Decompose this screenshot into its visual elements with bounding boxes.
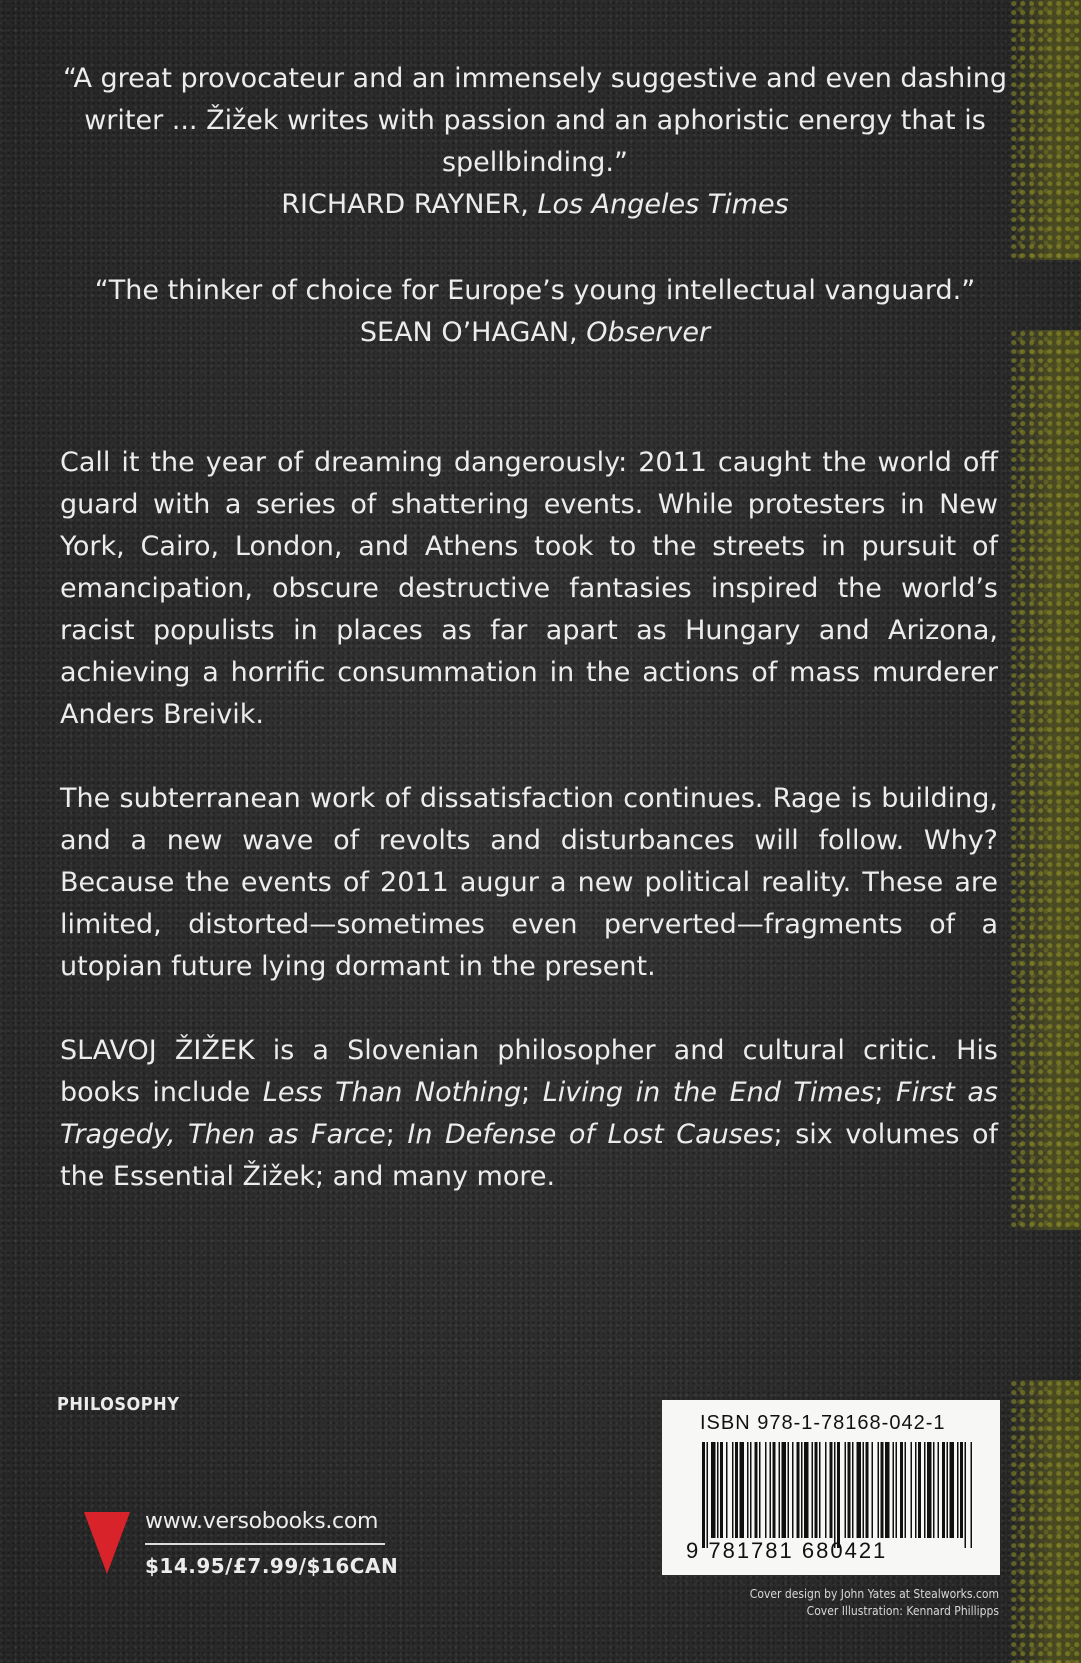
blurb-quote — [40, 58, 1030, 226]
author-bio — [60, 1030, 998, 1198]
barcode-bar — [905, 1442, 907, 1538]
bio-separator: ; — [874, 1077, 897, 1108]
barcode-bar — [938, 1442, 940, 1538]
barcode-bar — [885, 1442, 890, 1538]
barcode-bar — [792, 1442, 794, 1538]
barcode-bar — [819, 1442, 821, 1538]
barcode-bar — [773, 1442, 776, 1538]
barcode-bar — [815, 1442, 818, 1538]
barcode-bar — [950, 1442, 955, 1538]
bio-separator: ; — [521, 1077, 543, 1108]
bio-outro: ; six volumes of the Essential Žižek; and many more. — [60, 1119, 998, 1192]
book-title: First as Tragedy, Then as Farce — [60, 1077, 998, 1150]
barcode-icon — [702, 1442, 972, 1548]
barcode-bar — [759, 1442, 761, 1538]
barcode-bar — [750, 1442, 752, 1538]
barcode-bar — [707, 1442, 709, 1548]
barcode-bar — [965, 1442, 967, 1548]
genre-label: PHILOSOPHY — [57, 1394, 180, 1415]
barcode-bar — [893, 1442, 895, 1538]
book-title: Less Than Nothing — [262, 1077, 522, 1108]
blurb-attribution — [40, 184, 1030, 226]
barcode-bar — [779, 1442, 781, 1538]
barcode-bar — [881, 1442, 884, 1538]
cover-credits — [750, 1586, 999, 1620]
barcode-bar — [837, 1442, 840, 1548]
barcode-bar — [960, 1442, 963, 1538]
barcode-bar — [900, 1442, 903, 1538]
barcode-bar — [717, 1442, 719, 1538]
barcode-bar — [918, 1442, 921, 1538]
book-title: In Defense of Lost Causes — [407, 1119, 774, 1150]
barcode-bar — [720, 1442, 723, 1538]
barcode-bar — [812, 1442, 814, 1538]
blurb-author: SEAN O’HAGAN, — [359, 317, 587, 348]
barcode-bar — [797, 1442, 800, 1538]
barcode-bar — [957, 1442, 959, 1538]
divider — [145, 1543, 385, 1545]
barcode-bar — [927, 1442, 932, 1538]
barcode-bar — [866, 1442, 869, 1538]
barcode-bar — [747, 1442, 749, 1538]
barcode-bar — [857, 1442, 862, 1538]
barcode-bar — [732, 1442, 734, 1538]
isbn-label: ISBN 978-1-78168-042-1 — [700, 1412, 946, 1434]
barcode-bar — [782, 1442, 787, 1538]
blurb-quote — [40, 270, 1030, 354]
barcode-bar — [804, 1442, 809, 1538]
bio-intro: SLAVOJ ŽIŽEK is a Slovenian philosopher and cultural critic. His books include — [60, 1035, 998, 1108]
cover-design-credit: Cover design by John Yates at Stealworks.com — [749, 1587, 999, 1601]
blurb-source: Observer — [586, 317, 711, 348]
barcode-bar — [971, 1442, 973, 1548]
barcode-bar — [933, 1442, 935, 1538]
barcode-bar — [942, 1442, 945, 1538]
barcode-bar — [788, 1442, 790, 1538]
blurb-text: “A great provocateur and an immensely suggestive and even dashing writer ... Žižek writes with passion and an aphoristic energy that is spellbinding.” — [62, 63, 1008, 178]
barcode-bar — [924, 1442, 926, 1538]
blurb-author: RICHARD RAYNER, — [281, 189, 538, 220]
barcode-bar — [947, 1442, 949, 1538]
barcode-bar — [702, 1442, 705, 1548]
verso-logo-icon — [84, 1512, 130, 1578]
barcode-bar — [830, 1442, 833, 1538]
blurb-text: “The thinker of choice for Europe’s young intellectual vanguard.” — [94, 275, 976, 306]
cover-edge-texture — [1011, 330, 1081, 1230]
cover-illustration-credit: Cover Illustration: Kennard Phillipps — [806, 1604, 999, 1618]
barcode-bar — [896, 1442, 898, 1538]
barcode-bar — [915, 1442, 917, 1538]
barcode-bar — [834, 1442, 836, 1548]
barcode-bar — [825, 1442, 827, 1538]
barcode-bar — [801, 1442, 803, 1538]
cover-edge-texture — [1011, 1380, 1081, 1663]
barcode-digits: 9 781781 680421 — [686, 1538, 888, 1563]
blurb-source: Los Angeles Times — [537, 189, 789, 220]
barcode-bar — [852, 1442, 854, 1538]
barcode-bar — [845, 1442, 847, 1538]
barcode-bar — [911, 1442, 913, 1538]
blurb-attribution — [40, 312, 1030, 354]
barcode-bar — [740, 1442, 745, 1538]
description-paragraph: The subterranean work of dissatisfaction continues. Rage is building, and a new wave of revolts and disturbances will follow. Why? Because the events of 2011 augur a new political reality. These are limited, distorted—sometimes even perverted—fragments of a utopian future lying dormant in the present. — [60, 783, 998, 982]
price-label: $14.95/£7.99/$16CAN — [145, 1554, 399, 1578]
barcode-bar — [863, 1442, 865, 1538]
barcode-bar — [755, 1442, 758, 1538]
barcode-bar — [735, 1442, 738, 1538]
barcode-bar — [878, 1442, 880, 1538]
barcode-bar — [872, 1442, 874, 1538]
publisher-website-link[interactable]: www.versobooks.com — [145, 1509, 379, 1534]
description-paragraph: Call it the year of dreaming dangerously: 2011 caught the world off guard with a series of shattering events. While protesters in New York, Cairo, London, and Athens took to the streets in pursuit of emancipation, obscure destructive fantasies inspired the world’s racist populists in places as far apart as Hungary and Arizona, achieving a horrific consummation in the actions of mass murderer Anders Breivik. — [60, 447, 998, 730]
barcode-bar — [711, 1442, 716, 1538]
book-title: Living in the End Times — [542, 1077, 875, 1108]
barcode-bar — [726, 1442, 728, 1538]
barcode-bar — [848, 1442, 851, 1538]
barcode-panel — [662, 1400, 1000, 1575]
barcode-bar — [765, 1442, 767, 1538]
bio-separator: ; — [385, 1119, 408, 1150]
barcode-bar — [770, 1442, 772, 1538]
